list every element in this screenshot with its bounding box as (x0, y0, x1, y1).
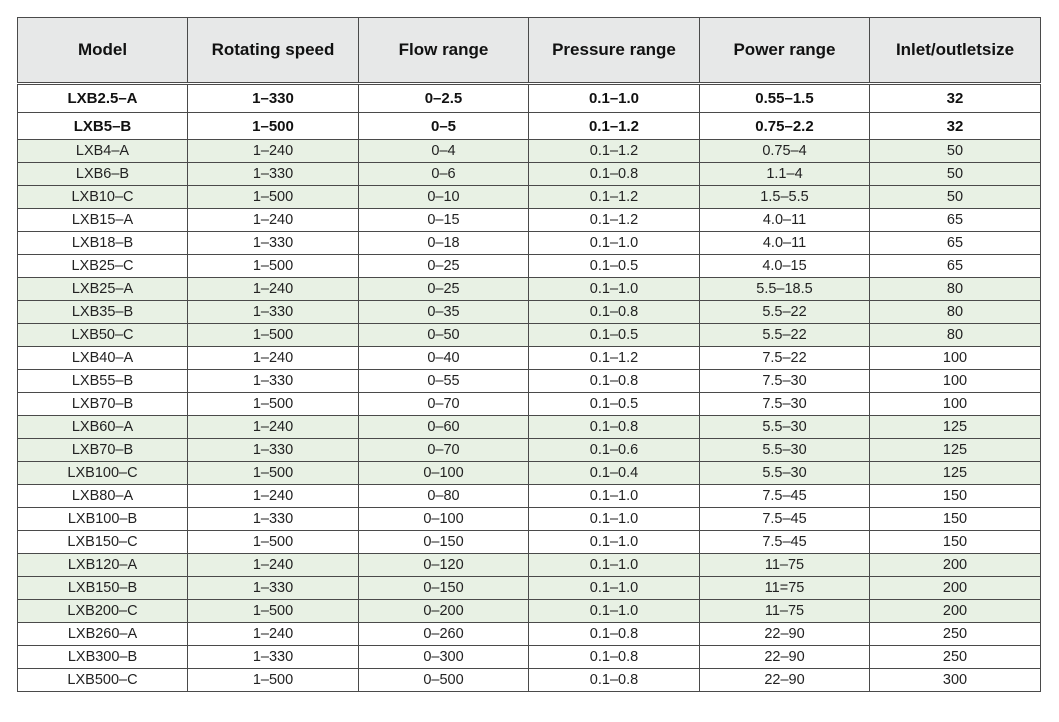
cell-rotating-speed: 1–500 (188, 462, 359, 485)
table-row (18, 232, 1041, 255)
table-row (18, 577, 1041, 600)
cell-power-range: 7.5–45 (700, 508, 870, 531)
cell-pressure-range: 0.1–1.0 (529, 577, 700, 600)
cell-pressure-range: 0.1–1.2 (529, 140, 700, 163)
cell-model: LXB6–B (18, 163, 188, 186)
cell-pressure-range: 0.1–1.0 (529, 600, 700, 623)
cell-model: LXB35–B (18, 301, 188, 324)
cell-power-range: 7.5–45 (700, 485, 870, 508)
cell-inlet-outlet-size: 200 (870, 600, 1041, 623)
cell-rotating-speed: 1–500 (188, 113, 359, 140)
table-row (18, 209, 1041, 232)
cell-rotating-speed: 1–330 (188, 577, 359, 600)
cell-flow-range: 0–55 (359, 370, 529, 393)
table-row (18, 531, 1041, 554)
cell-power-range: 5.5–22 (700, 301, 870, 324)
cell-pressure-range: 0.1–0.8 (529, 163, 700, 186)
header-row (18, 18, 1041, 84)
cell-rotating-speed: 1–500 (188, 186, 359, 209)
cell-power-range: 11=75 (700, 577, 870, 600)
cell-pressure-range: 0.1–1.0 (529, 485, 700, 508)
cell-inlet-outlet-size: 200 (870, 554, 1041, 577)
cell-pressure-range: 0.1–0.5 (529, 255, 700, 278)
cell-model: LXB25–C (18, 255, 188, 278)
cell-power-range: 0.55–1.5 (700, 84, 870, 113)
table-row (18, 324, 1041, 347)
cell-pressure-range: 0.1–1.2 (529, 209, 700, 232)
cell-inlet-outlet-size: 50 (870, 163, 1041, 186)
cell-rotating-speed: 1–330 (188, 370, 359, 393)
cell-inlet-outlet-size: 65 (870, 255, 1041, 278)
cell-rotating-speed: 1–330 (188, 163, 359, 186)
cell-pressure-range: 0.1–1.0 (529, 84, 700, 113)
cell-rotating-speed: 1–330 (188, 439, 359, 462)
cell-model: LXB55–B (18, 370, 188, 393)
cell-model: LXB10–C (18, 186, 188, 209)
cell-inlet-outlet-size: 100 (870, 370, 1041, 393)
table-row (18, 600, 1041, 623)
cell-flow-range: 0–60 (359, 416, 529, 439)
cell-pressure-range: 0.1–1.2 (529, 113, 700, 140)
cell-power-range: 1.1–4 (700, 163, 870, 186)
cell-flow-range: 0–10 (359, 186, 529, 209)
cell-power-range: 7.5–30 (700, 370, 870, 393)
cell-inlet-outlet-size: 80 (870, 324, 1041, 347)
cell-inlet-outlet-size: 65 (870, 232, 1041, 255)
cell-inlet-outlet-size: 125 (870, 462, 1041, 485)
cell-model: LXB100–B (18, 508, 188, 531)
spec-table (17, 17, 1041, 692)
cell-flow-range: 0–100 (359, 462, 529, 485)
cell-inlet-outlet-size: 100 (870, 347, 1041, 370)
cell-power-range: 4.0–11 (700, 232, 870, 255)
cell-inlet-outlet-size: 32 (870, 113, 1041, 140)
cell-inlet-outlet-size: 125 (870, 416, 1041, 439)
cell-model: LXB50–C (18, 324, 188, 347)
table-row (18, 485, 1041, 508)
table-row (18, 113, 1041, 140)
cell-model: LXB80–A (18, 485, 188, 508)
table-header (18, 18, 1041, 84)
header-power-range: Power range (700, 18, 870, 84)
cell-pressure-range: 0.1–0.8 (529, 301, 700, 324)
cell-pressure-range: 0.1–0.8 (529, 416, 700, 439)
cell-power-range: 5.5–22 (700, 324, 870, 347)
cell-power-range: 5.5–30 (700, 462, 870, 485)
cell-rotating-speed: 1–500 (188, 600, 359, 623)
cell-pressure-range: 0.1–0.8 (529, 646, 700, 669)
cell-flow-range: 0–120 (359, 554, 529, 577)
cell-rotating-speed: 1–240 (188, 278, 359, 301)
cell-model: LXB120–A (18, 554, 188, 577)
cell-model: LXB18–B (18, 232, 188, 255)
cell-inlet-outlet-size: 50 (870, 186, 1041, 209)
cell-pressure-range: 0.1–1.0 (529, 508, 700, 531)
header-model: Model (18, 18, 188, 84)
cell-pressure-range: 0.1–0.4 (529, 462, 700, 485)
cell-rotating-speed: 1–330 (188, 232, 359, 255)
cell-rotating-speed: 1–240 (188, 140, 359, 163)
cell-model: LXB5–B (18, 113, 188, 140)
cell-flow-range: 0–15 (359, 209, 529, 232)
cell-flow-range: 0–70 (359, 393, 529, 416)
cell-pressure-range: 0.1–1.0 (529, 278, 700, 301)
cell-power-range: 0.75–2.2 (700, 113, 870, 140)
cell-flow-range: 0–260 (359, 623, 529, 646)
cell-flow-range: 0–100 (359, 508, 529, 531)
cell-rotating-speed: 1–240 (188, 485, 359, 508)
cell-flow-range: 0–6 (359, 163, 529, 186)
cell-inlet-outlet-size: 250 (870, 646, 1041, 669)
cell-rotating-speed: 1–500 (188, 531, 359, 554)
cell-power-range: 1.5–5.5 (700, 186, 870, 209)
table-row (18, 186, 1041, 209)
cell-rotating-speed: 1–330 (188, 301, 359, 324)
cell-power-range: 4.0–15 (700, 255, 870, 278)
cell-pressure-range: 0.1–1.0 (529, 531, 700, 554)
table-row (18, 669, 1041, 692)
cell-rotating-speed: 1–330 (188, 646, 359, 669)
cell-power-range: 22–90 (700, 669, 870, 692)
cell-flow-range: 0–40 (359, 347, 529, 370)
cell-flow-range: 0–5 (359, 113, 529, 140)
cell-rotating-speed: 1–240 (188, 347, 359, 370)
cell-rotating-speed: 1–240 (188, 416, 359, 439)
table-row (18, 393, 1041, 416)
cell-inlet-outlet-size: 65 (870, 209, 1041, 232)
cell-model: LXB150–B (18, 577, 188, 600)
cell-power-range: 5.5–18.5 (700, 278, 870, 301)
cell-model: LXB60–A (18, 416, 188, 439)
cell-inlet-outlet-size: 50 (870, 140, 1041, 163)
cell-power-range: 0.75–4 (700, 140, 870, 163)
cell-flow-range: 0–200 (359, 600, 529, 623)
cell-inlet-outlet-size: 80 (870, 278, 1041, 301)
cell-rotating-speed: 1–500 (188, 324, 359, 347)
table-row (18, 370, 1041, 393)
header-rotating-speed: Rotating speed (188, 18, 359, 84)
cell-flow-range: 0–80 (359, 485, 529, 508)
cell-power-range: 7.5–30 (700, 393, 870, 416)
table-row (18, 140, 1041, 163)
cell-inlet-outlet-size: 150 (870, 508, 1041, 531)
cell-flow-range: 0–150 (359, 531, 529, 554)
cell-power-range: 7.5–22 (700, 347, 870, 370)
cell-flow-range: 0–70 (359, 439, 529, 462)
table-row (18, 554, 1041, 577)
cell-inlet-outlet-size: 100 (870, 393, 1041, 416)
cell-rotating-speed: 1–330 (188, 508, 359, 531)
cell-model: LXB100–C (18, 462, 188, 485)
cell-rotating-speed: 1–330 (188, 84, 359, 113)
cell-pressure-range: 0.1–0.8 (529, 669, 700, 692)
cell-power-range: 7.5–45 (700, 531, 870, 554)
table-body (18, 84, 1041, 692)
cell-model: LXB2.5–A (18, 84, 188, 113)
cell-rotating-speed: 1–240 (188, 554, 359, 577)
header-pressure-range: Pressure range (529, 18, 700, 84)
table-row (18, 301, 1041, 324)
cell-model: LXB70–B (18, 439, 188, 462)
cell-power-range: 5.5–30 (700, 416, 870, 439)
cell-power-range: 22–90 (700, 623, 870, 646)
table-row (18, 462, 1041, 485)
cell-pressure-range: 0.1–1.2 (529, 186, 700, 209)
cell-model: LXB300–B (18, 646, 188, 669)
cell-rotating-speed: 1–500 (188, 669, 359, 692)
table-row (18, 163, 1041, 186)
cell-flow-range: 0–300 (359, 646, 529, 669)
cell-flow-range: 0–50 (359, 324, 529, 347)
header-inlet-outlet-size: Inlet/outletsize (870, 18, 1041, 84)
cell-flow-range: 0–25 (359, 278, 529, 301)
cell-model: LXB200–C (18, 600, 188, 623)
cell-model: LXB25–A (18, 278, 188, 301)
table-row (18, 278, 1041, 301)
table-row (18, 646, 1041, 669)
cell-model: LXB260–A (18, 623, 188, 646)
cell-flow-range: 0–150 (359, 577, 529, 600)
table-row (18, 416, 1041, 439)
cell-model: LXB40–A (18, 347, 188, 370)
cell-power-range: 11–75 (700, 554, 870, 577)
cell-rotating-speed: 1–240 (188, 209, 359, 232)
header-flow-range: Flow range (359, 18, 529, 84)
cell-rotating-speed: 1–240 (188, 623, 359, 646)
cell-pressure-range: 0.1–1.0 (529, 232, 700, 255)
cell-model: LXB4–A (18, 140, 188, 163)
table-row (18, 347, 1041, 370)
cell-power-range: 4.0–11 (700, 209, 870, 232)
cell-pressure-range: 0.1–0.5 (529, 324, 700, 347)
cell-pressure-range: 0.1–0.6 (529, 439, 700, 462)
cell-rotating-speed: 1–500 (188, 393, 359, 416)
cell-inlet-outlet-size: 32 (870, 84, 1041, 113)
cell-inlet-outlet-size: 250 (870, 623, 1041, 646)
table-row (18, 508, 1041, 531)
cell-power-range: 22–90 (700, 646, 870, 669)
cell-pressure-range: 0.1–0.5 (529, 393, 700, 416)
cell-inlet-outlet-size: 80 (870, 301, 1041, 324)
cell-pressure-range: 0.1–0.8 (529, 370, 700, 393)
cell-rotating-speed: 1–500 (188, 255, 359, 278)
cell-flow-range: 0–18 (359, 232, 529, 255)
cell-flow-range: 0–500 (359, 669, 529, 692)
cell-inlet-outlet-size: 125 (870, 439, 1041, 462)
cell-power-range: 11–75 (700, 600, 870, 623)
table-row (18, 439, 1041, 462)
cell-pressure-range: 0.1–0.8 (529, 623, 700, 646)
cell-model: LXB500–C (18, 669, 188, 692)
table-row (18, 84, 1041, 113)
cell-pressure-range: 0.1–1.2 (529, 347, 700, 370)
cell-model: LXB70–B (18, 393, 188, 416)
table-row (18, 623, 1041, 646)
cell-flow-range: 0–25 (359, 255, 529, 278)
cell-inlet-outlet-size: 150 (870, 485, 1041, 508)
cell-inlet-outlet-size: 150 (870, 531, 1041, 554)
cell-power-range: 5.5–30 (700, 439, 870, 462)
table-row (18, 255, 1041, 278)
cell-flow-range: 0–4 (359, 140, 529, 163)
cell-flow-range: 0–35 (359, 301, 529, 324)
cell-pressure-range: 0.1–1.0 (529, 554, 700, 577)
cell-flow-range: 0–2.5 (359, 84, 529, 113)
cell-model: LXB15–A (18, 209, 188, 232)
cell-inlet-outlet-size: 200 (870, 577, 1041, 600)
cell-inlet-outlet-size: 300 (870, 669, 1041, 692)
cell-model: LXB150–C (18, 531, 188, 554)
